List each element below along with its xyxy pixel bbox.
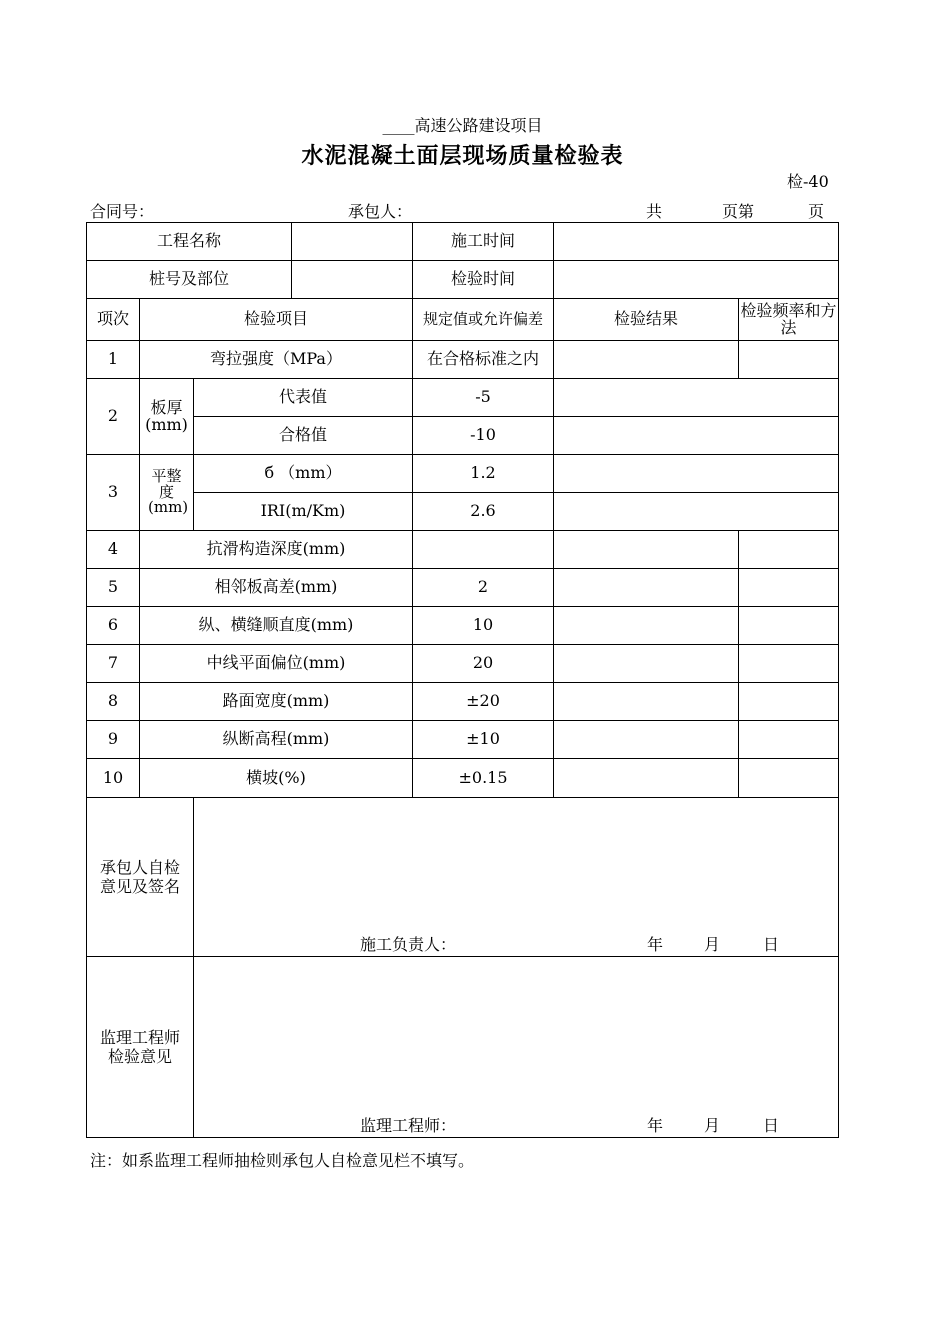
row-10-no: 10 — [87, 759, 140, 798]
contractor-opinion-field[interactable] — [194, 798, 839, 957]
contract-number-label: 合同号： — [90, 202, 155, 221]
contractor-signoff-row — [87, 798, 839, 957]
row-8-result[interactable] — [554, 683, 739, 721]
row-10-item: 横坡(%) — [140, 759, 413, 798]
footer-note: 注：如系监理工程师抽检则承包人自检意见栏不填写。 — [90, 1151, 475, 1170]
info-row-project — [87, 223, 839, 261]
table-row — [87, 607, 839, 645]
row-2-result1[interactable] — [554, 379, 839, 417]
engineer-opinion-label: 监理工程师检验意见 — [87, 957, 194, 1138]
row-3-result1[interactable] — [554, 455, 839, 493]
row-5-method[interactable] — [739, 569, 839, 607]
row-10-spec: ±0.15 — [413, 759, 554, 798]
row-3-item: 平整度(mm) — [140, 455, 194, 531]
row-2-sub2: 合格值 — [194, 417, 413, 455]
page-end-label: 页 — [808, 202, 825, 221]
project-subtitle: ____高速公路建设项目 — [382, 116, 543, 135]
page-total-label: 共 — [646, 202, 663, 221]
row-6-item: 纵、横缝顺直度(mm) — [140, 607, 413, 645]
row-3-sub2: IRI(m/Km) — [194, 493, 413, 531]
row-1-spec: 在合格标准之内 — [413, 341, 554, 379]
row-4-item: 抗滑构造深度(mm) — [140, 531, 413, 569]
column-header-row — [87, 299, 839, 341]
row-4-result[interactable] — [554, 531, 739, 569]
row-5-result[interactable] — [554, 569, 739, 607]
row-8-item: 路面宽度(mm) — [140, 683, 413, 721]
row-5-no: 5 — [87, 569, 140, 607]
inspection-table — [86, 222, 839, 1138]
table-row — [87, 493, 839, 531]
row-4-method[interactable] — [739, 531, 839, 569]
row-3-sub1: б （mm） — [194, 455, 413, 493]
row-4-no: 4 — [87, 531, 140, 569]
table-row — [87, 379, 839, 417]
row-7-item: 中线平面偏位(mm) — [140, 645, 413, 683]
row-8-spec: ±20 — [413, 683, 554, 721]
inspection-time-label: 检验时间 — [413, 261, 554, 299]
contractor-month-label: 月 — [704, 935, 721, 955]
station-label: 桩号及部位 — [87, 261, 292, 299]
table-row — [87, 645, 839, 683]
row-7-spec: 20 — [413, 645, 554, 683]
engineer-month-label: 月 — [704, 1116, 721, 1136]
form-number: 检-40 — [787, 172, 829, 191]
row-8-method[interactable] — [739, 683, 839, 721]
row-9-result[interactable] — [554, 721, 739, 759]
row-2-item: 板厚(mm) — [140, 379, 194, 455]
row-1-method[interactable] — [739, 341, 839, 379]
engineer-day-label: 日 — [763, 1116, 780, 1136]
contractor-sign-label: 施工负责人： — [360, 935, 457, 955]
col-header-no: 项次 — [87, 299, 140, 341]
row-10-method[interactable] — [739, 759, 839, 798]
row-2-spec1: -5 — [413, 379, 554, 417]
project-name-label: 工程名称 — [87, 223, 292, 261]
row-6-no: 6 — [87, 607, 140, 645]
page-current-label: 页第 — [722, 202, 755, 221]
row-7-method[interactable] — [739, 645, 839, 683]
table-row — [87, 417, 839, 455]
engineer-signoff-row — [87, 957, 839, 1138]
project-name-field[interactable] — [292, 223, 413, 261]
row-3-spec2: 2.6 — [413, 493, 554, 531]
row-7-result[interactable] — [554, 645, 739, 683]
row-6-spec: 10 — [413, 607, 554, 645]
contractor-year-label: 年 — [647, 935, 664, 955]
row-9-item: 纵断高程(mm) — [140, 721, 413, 759]
row-1-result[interactable] — [554, 341, 739, 379]
row-1-item: 弯拉强度（MPa） — [140, 341, 413, 379]
row-7-no: 7 — [87, 645, 140, 683]
info-row-station — [87, 261, 839, 299]
row-1-no: 1 — [87, 341, 140, 379]
row-5-spec: 2 — [413, 569, 554, 607]
row-5-item: 相邻板高差(mm) — [140, 569, 413, 607]
row-2-sub1: 代表值 — [194, 379, 413, 417]
page-title: 水泥混凝土面层现场质量检验表 — [301, 143, 624, 169]
contractor-opinion-label: 承包人自检意见及签名 — [87, 798, 194, 957]
row-4-spec — [413, 531, 554, 569]
engineer-year-label: 年 — [647, 1116, 664, 1136]
row-9-spec: ±10 — [413, 721, 554, 759]
row-9-no: 9 — [87, 721, 140, 759]
row-3-result2[interactable] — [554, 493, 839, 531]
row-9-method[interactable] — [739, 721, 839, 759]
engineer-sign-label: 监理工程师： — [360, 1116, 457, 1136]
table-row — [87, 341, 839, 379]
row-10-result[interactable] — [554, 759, 739, 798]
row-8-no: 8 — [87, 683, 140, 721]
table-row — [87, 759, 839, 798]
inspection-time-field[interactable] — [554, 261, 839, 299]
row-2-result2[interactable] — [554, 417, 839, 455]
row-3-spec1: 1.2 — [413, 455, 554, 493]
contractor-day-label: 日 — [763, 935, 780, 955]
table-row — [87, 683, 839, 721]
row-6-result[interactable] — [554, 607, 739, 645]
contractor-label: 承包人： — [348, 202, 413, 221]
col-header-item: 检验项目 — [140, 299, 413, 341]
construction-time-field[interactable] — [554, 223, 839, 261]
row-2-spec2: -10 — [413, 417, 554, 455]
col-header-result: 检验结果 — [554, 299, 739, 341]
construction-time-label: 施工时间 — [413, 223, 554, 261]
table-row — [87, 721, 839, 759]
row-2-no: 2 — [87, 379, 140, 455]
table-row — [87, 455, 839, 493]
col-header-method: 检验频率和方法 — [739, 299, 839, 341]
engineer-opinion-field[interactable] — [194, 957, 839, 1138]
table-row — [87, 569, 839, 607]
col-header-spec: 规定值或允许偏差 — [413, 299, 554, 341]
row-6-method[interactable] — [739, 607, 839, 645]
station-field[interactable] — [292, 261, 413, 299]
row-3-no: 3 — [87, 455, 140, 531]
table-row — [87, 531, 839, 569]
